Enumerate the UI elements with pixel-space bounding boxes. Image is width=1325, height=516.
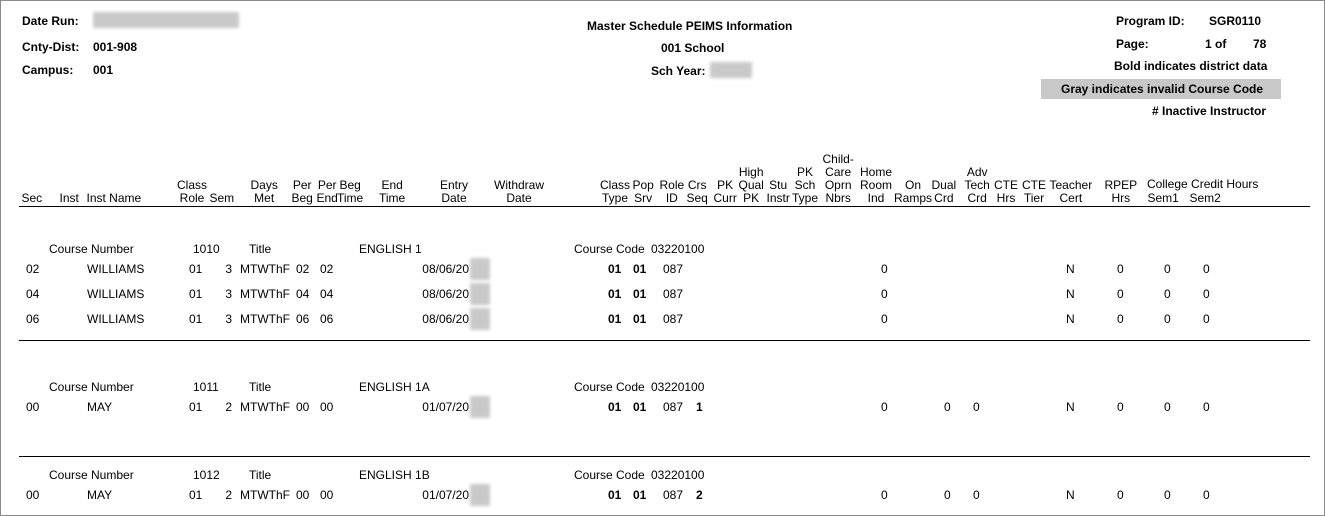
entry-date-redacted	[470, 283, 490, 305]
per-beg-cell: 04	[296, 287, 310, 301]
teacher-cert-cell: N	[1066, 312, 1075, 326]
title-label: Title	[249, 242, 272, 256]
class-type-cell: 01	[608, 287, 622, 301]
pop-srv-cell: 01	[633, 287, 647, 301]
campus-label: Campus:	[22, 63, 74, 77]
column-header-sem1: Sem1	[1147, 191, 1179, 205]
column-header-stu-instr: Stu Instr	[766, 178, 790, 205]
sec-cell: 04	[26, 287, 40, 301]
entry-date-cell: 01/07/20	[422, 400, 469, 414]
dual-crd-cell: 0	[944, 488, 951, 502]
sec-cell: 00	[26, 488, 40, 502]
sem-cell: 2	[225, 488, 232, 502]
column-header-crs-seq: Crs Seq	[686, 178, 708, 205]
sem2-cell: 0	[1203, 488, 1210, 502]
role-id-cell: 087	[663, 400, 684, 414]
column-header-rpep-hrs: RPEP Hrs	[1104, 178, 1138, 205]
per-end-cell: 04	[320, 287, 334, 301]
school-name: 001 School	[661, 41, 725, 55]
class-role-cell: 01	[189, 287, 203, 301]
sem2-cell: 0	[1203, 312, 1210, 326]
column-header-end-time: End Time	[379, 178, 406, 205]
per-beg-cell: 00	[296, 488, 310, 502]
course-code: 03220100	[651, 468, 705, 482]
course-number-label: Course Number	[49, 468, 134, 482]
teacher-cert-cell: N	[1066, 262, 1075, 276]
class-type-cell: 01	[608, 312, 622, 326]
inst-name-cell: MAY	[87, 488, 113, 502]
course-code-label: Course Code	[574, 242, 645, 256]
sem2-cell: 0	[1203, 287, 1210, 301]
course-number: 1012	[193, 468, 220, 482]
page-current: 1 of	[1205, 37, 1227, 51]
pop-srv-cell: 01	[633, 262, 647, 276]
column-header-adv-tech-crd: Adv Tech Crd	[964, 165, 990, 205]
legend-gray: Gray indicates invalid Course Code	[1061, 82, 1264, 96]
sem-cell: 2	[225, 400, 232, 414]
per-beg-cell: 02	[296, 262, 310, 276]
sem1-cell: 0	[1164, 262, 1171, 276]
pop-srv-cell: 01	[633, 488, 647, 502]
teacher-cert-cell: N	[1066, 287, 1075, 301]
sem-cell: 3	[225, 312, 232, 326]
column-header-sem2: Sem2	[1189, 191, 1221, 205]
course-number-label: Course Number	[49, 380, 134, 394]
pop-srv-cell: 01	[633, 312, 647, 326]
teacher-cert-cell: N	[1066, 488, 1075, 502]
legend-bold: Bold indicates district data	[1114, 59, 1268, 73]
column-header-class-role: Class Role	[177, 178, 208, 205]
rpep-hrs-cell: 0	[1117, 262, 1124, 276]
days-met-cell: MTWThF	[240, 312, 290, 326]
inst-name-cell: WILLIAMS	[87, 312, 145, 326]
column-header-on-ramps: On Ramps	[894, 178, 933, 205]
entry-date-cell: 01/07/20	[422, 488, 469, 502]
cnty-dist-value: 001-908	[93, 40, 138, 54]
rpep-hrs-cell: 0	[1117, 287, 1124, 301]
sch-year-redacted	[710, 62, 752, 78]
entry-date-redacted	[470, 484, 490, 506]
entry-date-redacted	[470, 308, 490, 330]
course-title: ENGLISH 1	[359, 242, 422, 256]
column-header-sem: Sem	[209, 191, 235, 205]
column-header-inst: Inst	[59, 191, 79, 205]
pop-srv-cell: 01	[633, 400, 647, 414]
column-header-inst-name: Inst Name	[86, 191, 142, 205]
column-header-pop-srv: Pop Srv	[632, 178, 654, 205]
column-header-per-end: Per End	[316, 178, 338, 205]
course-title: ENGLISH 1B	[359, 468, 430, 482]
course-number: 1011	[193, 380, 219, 394]
header-rule	[19, 206, 1310, 207]
entry-date-cell: 08/06/20	[422, 312, 469, 326]
days-met-cell: MTWThF	[240, 287, 290, 301]
teacher-cert-cell: N	[1066, 400, 1075, 414]
section-rule-2	[19, 456, 1310, 457]
per-beg-cell: 00	[296, 400, 310, 414]
per-end-cell: 02	[320, 262, 334, 276]
rpep-hrs-cell: 0	[1117, 400, 1124, 414]
entry-date-cell: 08/06/20	[422, 287, 469, 301]
home-room-cell: 0	[881, 400, 888, 414]
per-end-cell: 00	[320, 488, 334, 502]
crs-seq-cell: 2	[696, 488, 703, 502]
sem2-cell: 0	[1203, 400, 1210, 414]
column-header-teacher-cert: Teacher Cert	[1049, 178, 1093, 205]
sch-year-label: Sch Year:	[651, 64, 706, 78]
role-id-cell: 087	[663, 312, 684, 326]
entry-date-redacted	[470, 258, 490, 280]
inst-name-cell: WILLIAMS	[87, 287, 145, 301]
column-header-home-room: Home Room Ind	[860, 165, 893, 205]
role-id-cell: 087	[663, 287, 684, 301]
column-header-pk-curr: PK Curr	[713, 178, 737, 205]
rpep-hrs-cell: 0	[1117, 488, 1124, 502]
column-header-dual-crd: Dual Crd	[931, 178, 957, 205]
column-header-child-care: Child- Care Oprn Nbrs	[822, 152, 854, 205]
column-header-college-credit-hours: College Credit Hours	[1147, 177, 1259, 191]
home-room-cell: 0	[881, 287, 888, 301]
course-code-label: Course Code	[574, 380, 645, 394]
column-header-cte-hrs: CTE Hrs	[994, 178, 1018, 205]
class-role-cell: 01	[189, 488, 203, 502]
page-total: 78	[1253, 37, 1267, 51]
days-met-cell: MTWThF	[240, 262, 290, 276]
program-id-value: SGR0110	[1209, 14, 1262, 28]
inst-name-cell: WILLIAMS	[87, 262, 145, 276]
class-role-cell: 01	[189, 312, 203, 326]
days-met-cell: MTWThF	[240, 488, 290, 502]
page-label: Page:	[1116, 37, 1149, 51]
class-role-cell: 01	[189, 400, 203, 414]
sem1-cell: 0	[1164, 287, 1171, 301]
course-number: 1010	[193, 242, 220, 256]
sem2-cell: 0	[1203, 262, 1210, 276]
dual-crd-cell: 0	[944, 400, 951, 414]
date-run-redacted	[93, 12, 239, 28]
date-run-label: Date Run:	[22, 14, 79, 28]
sem-cell: 3	[225, 287, 232, 301]
rpep-hrs-cell: 0	[1117, 312, 1124, 326]
sem1-cell: 0	[1164, 488, 1171, 502]
title-label: Title	[249, 468, 272, 482]
course-title: ENGLISH 1A	[359, 380, 430, 394]
column-header-high-qual-pk: High Qual PK	[738, 165, 764, 205]
report-title: Master Schedule PEIMS Information	[587, 19, 793, 33]
course-number-label: Course Number	[49, 242, 134, 256]
column-header-role-id: Role ID	[659, 178, 685, 205]
sem-cell: 3	[225, 262, 232, 276]
home-room-cell: 0	[881, 262, 888, 276]
inst-name-cell: MAY	[87, 400, 113, 414]
title-label: Title	[249, 380, 272, 394]
home-room-cell: 0	[881, 488, 888, 502]
column-header-sec: Sec	[21, 191, 43, 205]
class-type-cell: 01	[608, 488, 622, 502]
per-end-cell: 00	[320, 400, 334, 414]
legend-inactive: # Inactive Instructor	[1152, 104, 1267, 118]
column-header-pk-sch-type: PK Sch Type	[792, 165, 819, 205]
program-id-label: Program ID:	[1116, 14, 1185, 28]
column-header-withdraw-date: Withdraw Date	[494, 178, 545, 205]
role-id-cell: 087	[663, 262, 684, 276]
sec-cell: 06	[26, 312, 40, 326]
crs-seq-cell: 1	[696, 400, 703, 414]
column-header-cte-tier: CTE Tier	[1022, 178, 1046, 205]
class-type-cell: 01	[608, 262, 622, 276]
sem1-cell: 0	[1164, 312, 1171, 326]
per-beg-cell: 06	[296, 312, 310, 326]
sec-cell: 00	[26, 400, 40, 414]
course-code: 03220100	[651, 380, 705, 394]
home-room-cell: 0	[881, 312, 888, 326]
entry-date-redacted	[470, 396, 490, 418]
class-role-cell: 01	[189, 262, 203, 276]
sem1-cell: 0	[1164, 400, 1171, 414]
section-rule-1	[19, 340, 1310, 341]
days-met-cell: MTWThF	[240, 400, 290, 414]
column-header-entry-date: Entry Date	[440, 178, 469, 205]
role-id-cell: 087	[663, 488, 684, 502]
column-header-beg-time: Beg Time	[337, 178, 364, 205]
course-code-label: Course Code	[574, 468, 645, 482]
per-end-cell: 06	[320, 312, 334, 326]
course-code: 03220100	[651, 242, 705, 256]
entry-date-cell: 08/06/20	[422, 262, 469, 276]
column-header-days-met: Days Met	[250, 178, 278, 205]
adv-tech-crd-cell: 0	[973, 488, 980, 502]
cnty-dist-label: Cnty-Dist:	[22, 40, 80, 54]
adv-tech-crd-cell: 0	[973, 400, 980, 414]
class-type-cell: 01	[608, 400, 622, 414]
campus-value: 001	[93, 63, 114, 77]
column-header-per-beg: Per Beg	[291, 178, 313, 205]
column-header-class-type: Class Type	[600, 178, 631, 205]
sec-cell: 02	[26, 262, 40, 276]
